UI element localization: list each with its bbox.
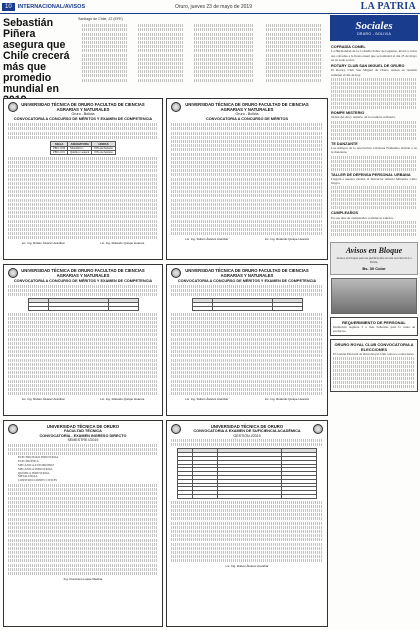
- notice-title: ORURO ROYAL CLUB CONVOCATORIA A ELECCIONES: [334, 342, 414, 353]
- signatures: [4, 398, 162, 402]
- announcement-agrarian-competence[interactable]: [3, 98, 163, 260]
- social-item-text: El Rotary Club San Miguel de Oruro, tienen su reunión semanal el día de hoy.: [331, 68, 417, 77]
- table-cell: PBO-1100: [51, 146, 68, 150]
- article-column-3: [190, 23, 258, 95]
- list-item: METALURGIA: [18, 474, 38, 479]
- avisos-en-bloque-box[interactable]: [330, 242, 418, 275]
- announcement-university: UNIVERSIDAD TÉCNICA DE ORURO FACULTAD DE CIENCIAS AGRARIAS Y NATURALES: [21, 268, 145, 278]
- university-seal-icon: [8, 268, 18, 278]
- signature-dean: Lic. Ing. Rubén Álvarez Aranibar: [21, 241, 65, 246]
- signatures: [167, 398, 327, 402]
- avisos-title: Avisos en Bloque: [345, 246, 403, 256]
- announcement-place: Oruro - Bolivia: [235, 112, 259, 116]
- announcement-sufficiency-exam[interactable]: [166, 420, 328, 627]
- table-cell: 8 Horas/Semana: [92, 146, 115, 150]
- announcement-university: UNIVERSIDAD TÉCNICA DE ORURO FACULTAD DE CIENCIAS AGRARIAS Y NATURALES: [21, 102, 145, 112]
- social-item-text: Los Amigos de la Asociación Cristiana Femenina invitan a su té danzante.: [331, 145, 417, 155]
- page-header: [0, 0, 420, 14]
- list-item: ELECTRÓNICA: [18, 459, 39, 464]
- university-seal-icon: [171, 102, 181, 112]
- avisos-price: Bs. 30 Color: [362, 266, 386, 272]
- social-header: [330, 15, 418, 41]
- faculty-seal-icon: [313, 424, 323, 434]
- social-item-text: Orden del día y temario de la reunión ordinaria.: [331, 115, 396, 120]
- table-cell: Química General: [68, 150, 92, 154]
- announcement-subtitle: SEMESTRE I/2019: [67, 438, 99, 443]
- university-seal-icon: [171, 268, 181, 278]
- issue-date: Oruro, jueves 23 de mayo de 2019: [175, 4, 252, 10]
- social-item-text: La Hermandad de la Cofradía Señor de Lagunas, invita a todos sus cofrades a la fiesta anual que se realizará el día 25 de mayo en su sede social.: [331, 49, 417, 62]
- signature-dean: Lic. Ing. Rubén Álvarez Aranibar: [185, 237, 229, 242]
- subjects-table: [192, 298, 303, 310]
- social-item-title: TE DANZANTE: [331, 141, 358, 146]
- announcement-university: UNIVERSIDAD TÉCNICA DE ORURO: [210, 424, 284, 429]
- list-item: MECÁNICA INDUSTRIAL: [18, 466, 53, 471]
- social-subtitle: ORURO - BOLIVIA: [356, 32, 392, 36]
- table-cell: PBO-1101: [51, 150, 68, 154]
- signatures: [167, 565, 327, 569]
- section-label: INTERNACIONAL/AVISOS: [17, 3, 86, 10]
- announcement-subtitle: GESTIÓN I/2019: [233, 433, 261, 438]
- subjects-table: [28, 298, 139, 310]
- article-column-4: [262, 23, 326, 95]
- announcement-title: CONVOCATORIA A CONCURSO DE MÉRITOS: [205, 117, 289, 122]
- table-header-sigla: SIGLA: [51, 141, 68, 146]
- table-header-horas: HORAS: [92, 141, 115, 146]
- table-cell: Matemática: [68, 146, 92, 150]
- signatures: [4, 578, 162, 582]
- page-number: 10: [2, 3, 15, 11]
- announcement-title: CONVOCATORIA A CONCURSO DE MÉRITOS Y EXAMEN DE COMPETENCIA: [13, 117, 153, 122]
- social-item-title: ROMPE MISTERIO: [331, 111, 365, 116]
- university-seal-icon: [8, 424, 18, 434]
- signature-director: Lic. Ing. Rolando Quispe Huanca: [100, 397, 145, 402]
- announcement-agrarian-exam-3[interactable]: [166, 264, 328, 416]
- signatures: [167, 238, 327, 242]
- table-row: [51, 146, 115, 150]
- article-headline[interactable]: Sebastián Piñera asegura que Chile crecerá más que promedio mundial en: [3, 17, 70, 95]
- social-item-title: TALLER DE DEFENSA PERSONAL URBANA: [331, 172, 411, 177]
- signature-dean: Ing. Francisco Luque Medina: [63, 577, 103, 582]
- signatures: [4, 242, 162, 246]
- announcement-technical-faculty[interactable]: [3, 420, 163, 627]
- announcement-university: UNIVERSIDAD TÉCNICA DE ORURO FACULTAD DE CIENCIAS AGRARIAS Y NATURALES: [185, 268, 309, 278]
- announcement-agrarian-exam-2[interactable]: [3, 264, 163, 416]
- notice-text: Institución requiere 3 o más Señoritas para la venta de productos.: [333, 325, 415, 334]
- subjects-table: [50, 141, 115, 155]
- social-item: [330, 41, 418, 239]
- social-title: Sociales: [355, 20, 393, 32]
- list-item: QUÍMICA INDUSTRIAL: [18, 470, 50, 475]
- list-item: MECÁNICA AUTOMOTRIZ: [18, 462, 55, 467]
- table-row: [51, 150, 115, 154]
- social-item-title: ROTARY CLUB SAN MIGUEL DE ORURO: [331, 64, 405, 69]
- newspaper-logo[interactable]: LA PATRIA: [360, 1, 416, 12]
- table-header-asignatura: ASIGNATURA: [68, 141, 92, 146]
- announcement-university: UNIVERSIDAD TÉCNICA DE ORURO: [46, 424, 120, 429]
- university-seal-icon: [8, 102, 18, 112]
- notice-text: El Comité Electoral de Oruro Royal Club convoca a elecciones.: [333, 352, 415, 357]
- announcement-agrarian-merits[interactable]: [166, 98, 328, 260]
- table-cell: 8 Horas/Semana: [92, 150, 115, 154]
- signature-director: Lic. Ing. Rolando Quispe Huanca: [264, 237, 309, 242]
- list-item: CONSTRUCCIONES CIVILES: [18, 478, 58, 483]
- list-item: ELECTRICIDAD INDUSTRIAL: [18, 455, 59, 460]
- career-list: [4, 456, 162, 483]
- signature-dean: Lic. Ing. Rubén Álvarez Aranibar: [225, 564, 269, 569]
- announcement-title: CONVOCATORIA A CONCURSO DE MÉRITOS Y EXAMEN DE COMPETENCIA: [177, 279, 317, 283]
- signature-dean: Lic. Ing. Rubén Álvarez Aranibar: [21, 397, 65, 402]
- social-column: [330, 15, 418, 627]
- announcement-title: CONVOCATORIA A EXAMEN DE SUFICIENCIA ACADÉMICA: [193, 429, 301, 433]
- avisos-text: Avisos en bloque para su publicación en esta sección de La Patria.: [336, 256, 412, 265]
- article-byline: Santiago de Chile, 22 (EFE): [78, 17, 123, 21]
- signature-director: Lic. Ing. Rolando Quispe Huanca: [264, 397, 309, 402]
- announcement-place: Oruro - Bolivia: [71, 112, 95, 116]
- announcement-title: CONVOCATORIA A CONCURSO DE MÉRITOS Y EXAMEN DE COMPETENCIA: [13, 279, 153, 283]
- royal-club-elections-notice[interactable]: [330, 339, 418, 392]
- subjects-table: [177, 448, 317, 498]
- announcement-title: CONVOCATORIA - EXAMEN INGRESO DIRECTO: [39, 433, 127, 438]
- staff-requirement-notice[interactable]: [330, 317, 418, 336]
- signature-dean: Lic. Ing. Rubén Álvarez Aranibar: [185, 397, 229, 402]
- announcement-university: UNIVERSIDAD TÉCNICA DE ORURO FACULTAD DE CIENCIAS AGRARIAS Y NATURALES: [185, 102, 309, 112]
- social-item-title: CUMPLEAÑOS: [331, 211, 359, 216]
- social-item-text: En sus días de cumpleaños recibieron saludos.: [331, 215, 394, 220]
- article-column-1: [78, 23, 131, 95]
- advert-photo: [331, 278, 417, 314]
- announcement-faculty: FACULTAD TÉCNICA: [64, 429, 102, 433]
- social-item-title: COFRADÍA COMEL: [331, 45, 366, 49]
- university-seal-icon: [171, 424, 181, 434]
- article-column-2: [134, 23, 187, 95]
- notice-title: REQUERIMIENTO DE PERSONAL: [342, 320, 406, 326]
- social-item-text: Llegará a nuestra ciudad, el Instructor Alberto Miranda, Cinto Negro.: [331, 176, 417, 186]
- signature-director: Lic. Ing. Rolando Quispe Huanca: [100, 241, 145, 246]
